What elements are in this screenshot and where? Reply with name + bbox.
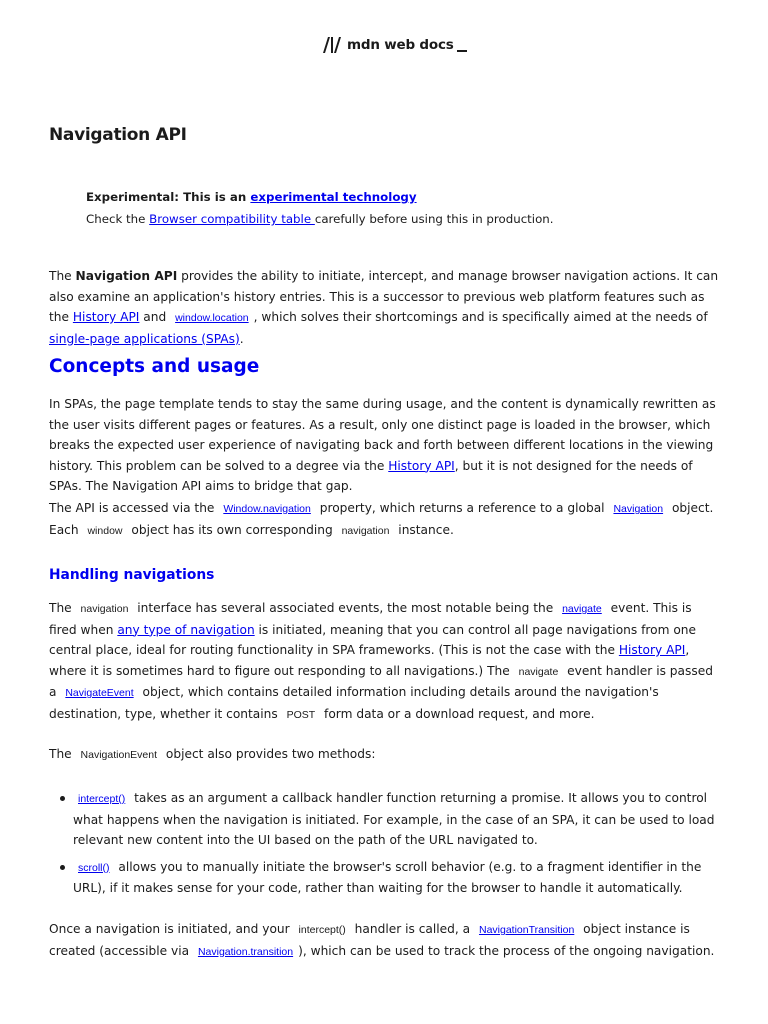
history-api-link-3[interactable]: History API <box>618 643 686 657</box>
spa-link[interactable]: single-page applications (SPAs) <box>49 331 240 346</box>
navigate-code: navigate <box>518 665 559 678</box>
experimental-notice <box>86 186 726 230</box>
bullet-icon <box>60 796 65 801</box>
mdn-m-icon <box>322 36 342 54</box>
handling-navigations-heading[interactable]: Handling navigations <box>49 567 215 583</box>
list-item: intercept() takes as an argument a callback handler function returning a promise. It allows you to control what happens when the navigation is initiated. For example, in the case of an SPA, it can be used to load relevant new content into the UI based on the path of the URL navigated to. <box>49 788 721 851</box>
experimental-technology-link[interactable]: experimental technology <box>250 190 417 204</box>
logo-cursor <box>457 50 467 52</box>
navigationevent-code: NavigationEvent <box>80 749 158 761</box>
intro-paragraph: The Navigation API provides the ability to initiate, intercept, and manage browser navigation actions. It can also examine an application's history entries. This is a successor to previous web platform features such as the History API and window.location , which solves their shortcomings and is specifically aimed at the needs of single-page applications (SPAs). <box>49 269 719 346</box>
history-api-link[interactable]: History API <box>72 310 140 324</box>
list-item: scroll() allows you to manually initiate the browser's scroll behavior (e.g. to a fragment identifier in the URL), if it makes sense for your code, rather than waiting for the browser to handle it automatically. <box>49 857 721 899</box>
methods-list <box>49 788 721 899</box>
notice-text: Check the Browser compatibility table carefully before using this in production. <box>86 212 554 226</box>
handling-paragraph-3: Once a navigation is initiated, and your intercept() handler is called, a NavigationTransition object instance is created (accessible via Navigation.transition ), which can be used to track the process of the ongoing navigation. <box>49 922 715 958</box>
logo-text: mdn web docs <box>347 36 454 53</box>
intercept-link[interactable]: intercept() <box>78 793 126 805</box>
browser-compat-link[interactable]: Browser compatibility table <box>149 212 315 226</box>
handling-paragraph-1: The navigation interface has several associated events, the most notable being the navigate event. This is fired when any type of navigation is initiated, meaning that you can control all page navigations from one central place, ideal for routing functionality in SPA frameworks. (This is not the case with the History API, where it is sometimes hard to figure out responding to all navigations.) The navigate event handler is passed a NavigateEvent object, which contains detailed information including details around the navigation's destination, type, whether it contains POST form data or a download request, and more. <box>49 601 713 721</box>
navigationtransition-link[interactable]: NavigationTransition <box>478 924 575 936</box>
concepts-heading[interactable]: Concepts and usage <box>49 356 260 377</box>
mdn-logo[interactable] <box>322 35 467 55</box>
window-navigation-link[interactable]: Window.navigation <box>223 503 311 515</box>
navigation-transition-link[interactable]: Navigation.transition <box>197 945 294 958</box>
window-location-link[interactable]: window.location <box>175 312 249 324</box>
any-type-of-navigation-link[interactable]: any type of navigation <box>117 622 255 637</box>
post-code: POST <box>286 708 316 721</box>
scroll-link[interactable]: scroll() <box>78 861 110 874</box>
handling-paragraph-2: The NavigationEvent object also provides two methods: <box>49 747 376 761</box>
navigation-link[interactable]: Navigation <box>613 503 664 515</box>
navigation-code: navigation <box>341 524 390 537</box>
notice-title: Experimental: This is an experimental technology <box>86 190 417 204</box>
page-title: Navigation API <box>49 125 187 145</box>
window-code: window <box>87 524 123 537</box>
concepts-paragraph-2: The API is accessed via the Window.navigation property, which returns a reference to a global Navigation object. Each window object has its own corresponding navigation instance. <box>49 501 714 537</box>
navigate-event-link[interactable]: navigate <box>562 603 602 615</box>
history-api-link-2[interactable]: History API <box>388 458 455 473</box>
navigateevent-link[interactable]: NavigateEvent <box>65 687 134 699</box>
concepts-paragraph-1: In SPAs, the page template tends to stay the same during usage, and the content is dynamically rewritten as the user visits different pages or features. As a result, only one distinct page is loaded in the browser, which breaks the expected user experience of navigating back and forth between different locations in the viewing history. This problem can be solved to a degree via the History API, but it is not designed for the needs of SPAs. The Navigation API aims to bridge that gap. <box>49 397 716 493</box>
navigation-code-2: navigation <box>80 603 129 615</box>
bullet-icon <box>60 865 65 870</box>
intercept-code: intercept() <box>298 924 346 936</box>
